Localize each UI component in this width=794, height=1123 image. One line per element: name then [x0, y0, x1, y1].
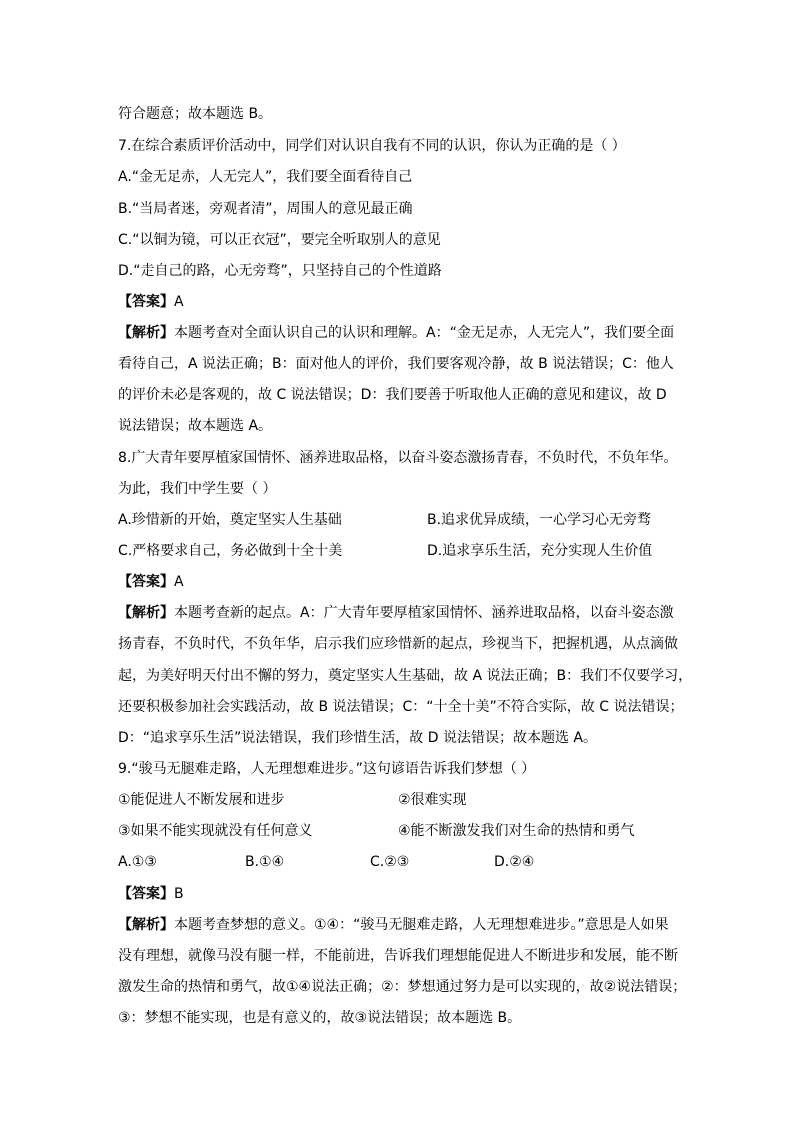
question-7-option-c: C.“以铜为镜，可以正衣冠”，要完全听取别人的意见 [118, 232, 441, 248]
analysis-tag: 【解析】 [118, 917, 174, 933]
question-8-option-a: A.珍惜新的开始，奠定坚实人生基础 [118, 512, 342, 528]
question-8-analysis-line-2: 扬青春，不负时代，不负年华，启示我们应珍惜新的起点，珍视当下，把握机遇，从点滴做 [118, 636, 678, 652]
question-9-analysis-line-2: 没有理想，就像马没有腿一样，不能前进，告诉我们理想能促进人不断进步和发展，能不断 [118, 948, 678, 964]
question-9-option-d: D.②④ [494, 854, 535, 870]
answer-tag: 【答案】 [118, 574, 174, 590]
question-8-stem-line-1: 8.广大青年要厚植家国情怀、涵养进取品格，以奋斗姿态激扬青春，不负时代，不负年华。 [118, 450, 678, 466]
question-9-answer [118, 884, 184, 904]
question-9-analysis-line-4: ③：梦想不能实现，也是有意义的，故③说法错误；故本题选 B。 [118, 1010, 522, 1026]
question-8-stem-line-2: 为此，我们中学生要（ ） [118, 481, 277, 497]
analysis-text: 本题考查梦想的意义。①④：“骏马无腿难走路，人无理想难进步。”意思是人如果 [174, 917, 669, 933]
question-8-answer [118, 572, 184, 592]
question-8-option-d: D.追求享乐生活，充分实现人生价值 [427, 543, 653, 559]
question-7-analysis-line-4: 说法错误；故本题选 A。 [118, 418, 273, 434]
question-9-option-a: A.①③ [118, 854, 157, 870]
analysis-tag: 【解析】 [118, 325, 174, 341]
question-8-analysis-line-3: 起，为美好明天付出不懈的努力，奠定坚实人生基础，故 A 说法正确；B：我们不仅要学习， [118, 668, 693, 684]
question-9-statement-2: ②很难实现 [398, 792, 467, 808]
question-7-answer [118, 292, 184, 312]
answer-tag: 【答案】 [118, 886, 174, 902]
question-8-analysis-line-5: D：“追求享乐生活”说法错误，我们珍惜生活，故 D 说法错误；故本题选 A。 [118, 730, 597, 746]
question-9-statement-4: ④能不断激发我们对生命的热情和勇气 [398, 823, 635, 839]
analysis-text: 本题考查新的起点。A：广大青年要厚植家国情怀、涵养进取品格，以奋斗姿态激 [174, 605, 674, 621]
question-9-option-c: C.②③ [370, 854, 410, 870]
question-9-statement-1: ①能促进人不断发展和进步 [118, 792, 285, 808]
question-7-option-a: A.“金无足赤，人无完人”，我们要全面看待自己 [118, 169, 413, 185]
question-7-analysis-line-1 [118, 323, 674, 343]
question-8-analysis-line-4: 还要积极参加社会实践活动，故 B 说法错误；C：“十全十美”不符合实际，故 C 说法错误； [118, 699, 684, 715]
analysis-tag: 【解析】 [118, 605, 174, 621]
question-9-stem: 9.“骏马无腿难走路，人无理想难进步。”这句谚语告诉我们梦想（ ） [118, 761, 536, 777]
answer-value: A [174, 574, 184, 590]
question-9-option-b: B.①④ [245, 854, 285, 870]
question-7-stem: 7.在综合素质评价活动中，同学们对认识自我有不同的认识，你认为正确的是（ ） [118, 138, 626, 154]
question-7-option-b: B.“当局者迷，旁观者清”，周围人的意见最正确 [118, 201, 413, 217]
answer-value: A [174, 294, 184, 310]
question-7-analysis-line-2: 看待自己，A 说法正确；B：面对他人的评价，我们要客观冷静，故 B 说法错误；C：他人 [118, 356, 674, 372]
question-8-analysis-line-1 [118, 603, 674, 623]
answer-value: B [174, 886, 184, 902]
analysis-text: 本题考查对全面认识自己的认识和理解。A：“金无足赤，人无完人”，我们要全面 [174, 325, 675, 341]
previous-analysis-ending: 符合题意；故本题选 B。 [118, 106, 273, 122]
question-9-analysis-line-3: 激发生命的热情和勇气，故①④说法正确；②：梦想通过努力是可以实现的，故②说法错误； [118, 979, 687, 995]
question-9-analysis-line-1 [118, 915, 669, 935]
question-8-option-c: C.严格要求自己，务必做到十全十美 [118, 543, 343, 559]
question-7-option-d: D.“走自己的路，心无旁骛”，只坚持自己的个性道路 [118, 263, 442, 279]
answer-tag: 【答案】 [118, 294, 174, 310]
question-8-option-b: B.追求优异成绩，一心学习心无旁骛 [427, 512, 652, 528]
question-7-analysis-line-3: 的评价未必是客观的，故 C 说法错误；D：我们要善于听取他人正确的意见和建议，故 D [118, 387, 667, 403]
question-9-statement-3: ③如果不能实现就没有任何意义 [118, 823, 313, 839]
